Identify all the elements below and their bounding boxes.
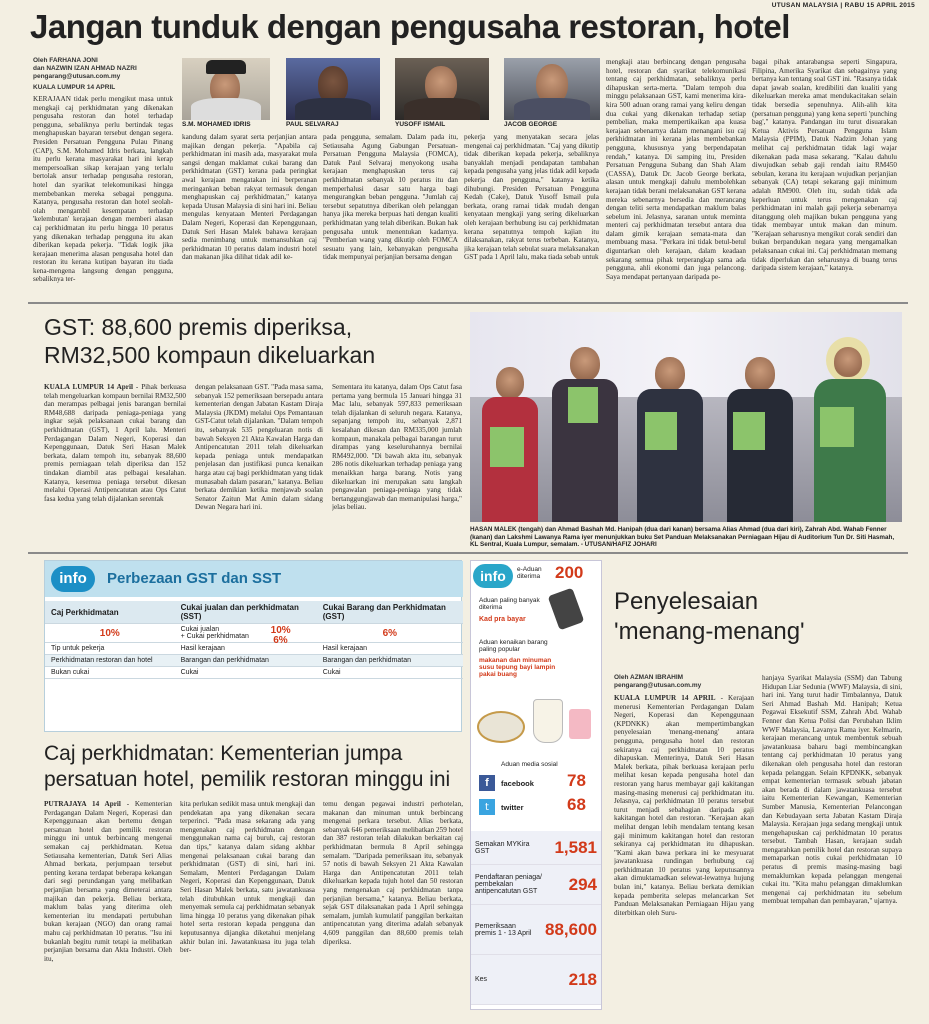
a1-dateline: KUALA LUMPUR 14 APRIL (33, 84, 116, 91)
photo-yusoff (395, 58, 489, 120)
paper-name: UTUSAN MALAYSIA (771, 2, 839, 9)
facebook-value: 78 (567, 771, 586, 790)
a3-col1-text: - Kementerian Perdagangan Dalam Negeri, Koperasi dan Kepenggunaan akan bertemu dengan persatuan hotel dan pemilik restoran minggu ini untuk berbincang mengenai semakan caj perkhidmatan. Ketua Setiausaha kementerian, Datuk Seri Alias Ahmad berkata, perjumpaan tersebut penting kerana terdapat beberapa kekangan dari segi perundangan yang melibatkan perjanjian bersama yang dimeterai antara majikan dan pekerja. Beliau berkata, maklum balas yang diterima oleh kementerian itu mendapati pertubuhan bukan kerajaan (NGO) dan orang ramai mahu caj perkhidmatan 10 peratus. "Isu ini bukanlah begitu rumit tetapi ia melibatkan perjanjian bersama dan Akta Industri. Oleh itu, (44, 800, 172, 963)
person-1 (480, 367, 540, 522)
a2-col3: Sementara itu katanya, dalam Ops Catut fasa pertama yang bermula 15 Januari hingga 31 Mac lalu, sebanyak 597,833 pemeriksaan telah dijalankan di seluruh negara. Katanya, sepanjang tempoh itu, sebanyak 2,871 kesalahan dikesan dan RM335,000 jumlah kompaun, manakala pelbagai barangan turut dirampas yang keseluruhannya bernilai RM492,000. "Di bawah akta itu, sebanyak 286 notis dikeluarkan terhadap peniaga yang menaikkan harga barang. Notis yang dikeluarkan ini merupakan satu langkah pengawalan peniaga-peniaga yang tidak bertanggungjawab dan memanipulasi harga," jelas beliau. (332, 383, 462, 512)
a2-headline-line2: RM32,500 kompaun dikeluarkan (44, 342, 376, 368)
info-stats (470, 560, 602, 1010)
a4-col1 (614, 694, 754, 1010)
table-cell: Barangan dan perkhidmatan (317, 655, 463, 667)
a3-headline-line1: Caj perkhidmatan: Kementerian jumpa (44, 742, 403, 765)
person-2 (550, 347, 620, 522)
a2-col2: dengan pelaksanaan GST. "Pada masa sama, sebanyak 152 pemeriksaan bersepadu antara kementerian dengan Jabatan Kastam Diraja Malaysia (JKDM) melalui Ops Pemantauan GST-Catut telah dijalankan. "Dalam tempoh itu, sebanyak 535 pengeluaran notis di bawah Seksyen 21 Akta Kawalan Harga dan Antipencatutan 2011 telah dikeluarkan kepada peniaga untuk mendapatkan penjelasan dan justifikasi punca kenaikan harga atau caj bagi perkhidmatan yang tidak munasabah dalam pasaran," katanya. Beliau berkata demikian ketika menjawab soalan Senator Zaitun Mat Amin dalam sidang Dewan Negara hari ini. (195, 383, 323, 512)
social-label: Aduan media sosial (501, 761, 558, 768)
a3-col2: kita perlukan sedikit masa untuk mengkaji dan pendekatan apa yang dikenakan secara terperinci. "Pada masa sekarang ada yang mengenakan caj perkhidmatan dengan menggunakan nama caj buruh, caj restoran dan tips," katanya dalam sidang akhbar mengenai pelaksanaan cukai barang dan perkhidmatan (GST) di sini, hari ini. Semalam, Menteri Perdagangan Dalam Negeri, Koperasi dan Kepenggunaan, Datuk Seri Hasan Malek berkata, satu jawatankuasa telah ditubuhkan untuk mengkaji dan menyemak semula caj perkhidmatan sebanyak lima hingga 10 peratus yang dikenakan pihak hotel serta restoran kepada pengguna dan keputusannya dijangka diketahui menjelang akhir bulan ini. Jawatankuasa itu juga telah ber- (180, 800, 315, 955)
rate-sst: Cukai jualan + Cukai perkhidmatan 10% 6% (175, 624, 317, 643)
th-gst: Cukai Barang dan Perkhidmatan (GST) (317, 601, 463, 624)
masthead: UTUSAN MALAYSIA | RABU 15 APRIL 2015 (771, 2, 915, 9)
a4-byline: Oleh AZMAN IBRAHIM pengarang@utusan.com.my (614, 674, 702, 689)
table-cell: Barangan dan perkhidmatan (175, 655, 317, 667)
table-cell: Tip untuk pekerja (45, 643, 175, 655)
a4-dateline: KUALA LUMPUR 14 APRIL (614, 694, 716, 702)
person-5 (810, 337, 890, 522)
goods-value: makanan dan minuman susu tepung bayi lampin pakai buang (479, 657, 556, 678)
stat-row: Pemeriksaan premis 1 - 13 April 88,600 (471, 905, 601, 955)
a1-col5: mengkaji atau berbincang dengan pengusaha hotel, restoran dan syarikat telekomunikasi tentang caj perkhidmatan, sebaliknya perlu dihapuskan serta-merta. "Dalam tempoh dua minggu pelaksanaan GST, kami menerima kira-kira 500 aduan orang ramai yang keliru dengan dua cukai yang dikenakan terhadap setiap pembelian, maka mempertikaikan apa kuasa kerajaan sebenarnya dalam menangani isu caj perkhidmatan ini kerana jelas membebankan pengguna, khususnya yang berpendapatan rendah," katanya. Di samping itu, Presiden Persatuan Pengguna Subang dan Shah Alam (CASSA), Datuk Dr. Jacob George berkata, alasan untuk mengkaji dahulu membolehkan kerajaan tidak berani melaksanakan GST kerana mereka sebenarnya bersedia dan merancang dengan teliti serta mendapatkan maklum balas sebelum ini. Jelasnya, saranan untuk meminta menteri caj perkhidmatan tersebut antara dua dalam gimik kerajaan semata-mata dan membuang masa. "Perkara ini tidak betul-betul diguntarkan oleh kerajaan, dalam keadaan sekarang semua pihak terperangkap sama ada pengguna, ahli ekonomi dan juga pelancong. Saya mendapat pertanyaan daripada pe- (606, 58, 746, 281)
a2-col1 (44, 383, 186, 546)
table-cell: Hasil kerajaan (317, 643, 463, 655)
info-gst-sst (44, 560, 462, 732)
a4-col2: hanjaya Syarikat Malaysia (SSM) dan Tabung Hidupan Liar Sedunia (WWF) Malaysia, di sini, hari ini. Yang turut hadir Timbalannya, Datuk Seri Ahmad Bashah Md. Hanipah; Ketua Pegawai Eksekutif SSM, Zahrah Abd. Wahab Fenner dan Ketua Polisi dan Perubahan Iklim WWF Malaysia, Lavanya Rama iyer. Kelmarin, kerajaan merancang untuk membentuk sebuah jawatankuasa baharu bagi membincangkan tentang caj perkhidmatan 10 peratus yang dikenakan oleh pengusaha hotel dan restoran kepada pelanggan. Selain KPDNKK, sebanyak empat kementerian termasuk sebuah jabatan akan berada di dalam jawatankuasa tersebut iaitu Kementerian Kewangan, Kementerian Sumber Manusia, Kementerian Pelancongan dan Kebudayaan serta Jabatan Kastam Diraja Malaysia. Kerajaan juga sedang mengkaji untuk mengehapuskan caj perkhidmatan 10 peratus tersebut. Tambah Hasan, kerajaan sudah mengarahkan pemilik hotel dan restoran supaya memaparkan notis cukai perkhidmatan 10 peratus di premis masing-masing bagi memaklumkan kepada pelanggan mengenai cukai itu. "Kita mahu pelanggan dimaklumkan mengenai caj perkhidmatan itu sebelum membuat tempahan dan pembayaran," ujarnya. (762, 674, 902, 906)
stat-row: Semakan MYKira GST 1,581 (471, 831, 601, 865)
a2-dateline: KUALA LUMPUR 14 April (44, 383, 133, 391)
caption-paul: PAUL SELVARAJ (286, 121, 339, 128)
table-cell: Perkhidmatan restoran dan hotel (45, 655, 175, 667)
divider-mid (28, 552, 908, 554)
stats-list (471, 831, 601, 1005)
facebook-icon: f (479, 775, 495, 791)
table-cell: Bukan cukai (45, 667, 175, 679)
photo-idris (182, 58, 270, 120)
a1-col6: bagai pihak antarabangsa seperti Singapura, Filipina, Amerika Syarikat dan sebagainya yang bertanya kan tentang soal GST ini. "Rasanya tidak dapat jawab soalan, kredibiliti dan kualiti yang dikeluarkan mereka amat mendukacitakan selain tidak bersedia sepenuhnya. Alih-alih kita (persatuan pengguna) yang kena seperti 'punching bag'," katanya. Pandangan itu turut disuarakan Ketua Aktivis Persatuan Pengguna Islam Malaysia (PPIM), Datuk Nadzim Johan yang melihat caj perkhidmatan tidak lagi wajar dikenakan pada masa sekarang. "Kalau dahulu diwujudkan sebab gaji rendah iaitu RM450 sebulan, kerana itu kerajaan wujudkan perjanjian sebanyak (CA) tetapi sekarang gaji minimum adalah RM900. Oleh itu, sudah tidak ada keperluan untuk terus mengenakan caj perkhidmatan ini malah gaji pekerja sebenarnya ditanggung oleh majikan bukan pengguna yang tidak membayar untuk makan dan minum. "Kerajaan seharusnya mengikut corak sendiri dan bukan berpandukan negara yang mengamalkan pelaksanaan cukai ini. Caj perkhidmatan memang tidak diperlukan dan seharusnya di buang terus daripada sistem kerajaan," katanya. (752, 58, 897, 273)
caption-jacob: JACOB GEORGE (504, 121, 558, 128)
a1-byline: Oleh FARHANA JONI dan NAZWIN IZAN AHMAD NAZRI pengarang@utusan.com.my (33, 57, 137, 80)
a1-col1: KERAJAAN tidak perlu mengikut masa untuk mengkaji caj perkhidmatan yang dikenakan pengusaha restoran dan hotel terhadap pengguna, sebaliknya perlu bertindak tegas menghapuskan bayaran tersebut dengan segera. Presiden Persatuan Pengguna Pulau Pinang (CAP), S.M. Mohamed Idris berkata, langkah itu perlu kerana masyarakat hari ini kerap mempersoalkan sikap kerajaan yang terlalu bertolak ansur terhadap pengusaha restoran, hotel dan syarikat telekomunikasi hingga membebankan mereka sebagai pengguna. Katanya, pengusaha restoran dan hotel seolah-olah mengambil kesempatan terhadap 'kelembutan' kerajaan dengan memberi alasan caj perkhidmatan itu perlu hingga 10 peratus yang dikenakan terhadap pengguna itu akan diberikan kepada pekerja. "Tidak logik jika kerajaan menerima alasan pengusaha hotel dan restoran itu kerana kutipan bayaran itu tiada kena-mengena langsung dengan pengguna, sebaliknya ter- (33, 95, 173, 284)
people-photos (182, 58, 602, 128)
rate-gst: 6% (317, 624, 463, 643)
a3-col1 (44, 800, 172, 1010)
info1-title: Perbezaan GST dan SST (107, 570, 282, 587)
a3-dateline: PUTRAJAYA 14 April (44, 800, 121, 808)
a1-headline: Jangan tunduk dengan pengusaha restoran, hotel (30, 8, 790, 45)
a4-col1-text: - Kerajaan menerusi Kementerian Perdagangan Dalam Negeri, Koperasi dan Kepenggunaan (KPDNKK) akan mempertimbangkan penyelesaian 'menang-menang' antara pengguna, pengusaha hotel dan restoran sekiranya caj perkhidmatan 10 peratus dihapuskan. Menterinya, Datuk Seri Hasan Malek berkata, pihak berkuasa kerajaan perlu melihat kesan kepada pengusaha hotel dan restoran yang harus membayar gaji kakitangan masing-masing menerusi caj perkhidmatan itu. Jelasnya, caj perkhidmatan 10 peratus tersebut turut menjadi sebahagian daripada gaji kakitangan hotel dan restoran. "Kerajaan akan melihat dengan lebih mendalam tentang kesan gaji minimum kakitangan hotel dan restoran sekiranya caj perkhidmatan itu dihapuskan. "Kami akan bawa perkara ini ke mesyuarat jawatankuasa rundingan berhubung caj perkhidmatan 10 peratus yang keputusannya akan dimuktamadkan selewat-lewatnya hujung bulan ini," katanya. Beliau berkata demikian kepada pemberita selepas melancarkan Set Panduan Melaksanakan Perniagaan Hijau yang diterbitkan oleh Suru- (614, 694, 754, 917)
a1-col2: kandung dalam syarat serta perjanjian antara majikan dengan pekerja. "Apabila caj perkhidmatan ini masih ada, masyarakat mula sangsi dengan maklamat cukai barang dan perkhidmatan (GST) kerana pada peringkat awal kerajaan mengatakan ini berperanan meringankan beban rakyat termasuk dengan menghapuskan caj perkhidmatan," katanya kepada Utusan Malaysia di sini hari ini. Beliau mengulas kenyataan Menteri Perdagangan Dalam Negeri, Koperasi dan Kepenggunaan, Datuk Seri Hasan Malek bahawa kerajaan sedia menimbang untuk memansuhkan caj perkhidmatan 10 peratus dalam industri hotel dan makanan jika dilihat tidak adil ke- (182, 133, 317, 262)
info1-table (45, 601, 463, 679)
a3-col3: temu dengan pegawai industri perhotelan, makanan dan minuman untuk berbincang mengenai perkara tersebut. Alias berkata, sebanyak 646 pemeriksaan melibatkan 259 hotel dan 387 restoran telah dilakukan berkaitan caj perkhidmatan bermula 8 April sehingga semalam. "Daripada pemeriksaan itu, sebanyak 57 notis di bawah Seksyen 21 Akta Kawalan Harga dan Antipencatutan 2011 telah dikeluarkan kepada tujuh hotel dan 50 restoran yang mengenakan caj perkhidmatan tanpa perjanjian bersama," katanya. Beliau berkata, sejak GST dilaksanakan pada 1 April sehingga semalam, jumlah kumulatif panggilan berkaitan antipencatutan yang diterima adalah sebanyak 4,609 panggilan dan 88,600 premis telah diperiksa. (323, 800, 463, 946)
facebook-label: facebook (501, 779, 534, 788)
stat-row: Kes 218 (471, 955, 601, 1005)
event-photo (470, 312, 902, 522)
twitter-value: 68 (567, 795, 586, 814)
a3-headline-line2: persatuan hotel, pemilik restoran minggu ini (44, 768, 451, 791)
caption-idris: S.M. MOHAMED IDRIS (182, 121, 251, 128)
person-4 (725, 357, 795, 522)
event-caption: HASAN MALEK (tengah) dan Ahmad Bashah Md. Hanipah (dua dari kanan) bersama Alias Ahmad (dua dari kiri), Zahrah Abd. Wahab Fenner (kanan) dan Lakshmi Lawanya Rama iyer menunjukkan buku Set Panduan Melaksanakan Perniagaan Hijau di Auditorium Tun Dr. Siti Hasmah, KL Sentral, Kuala Lumpur, semalam. - UTUSAN/HAFIZ JOHARI (470, 526, 895, 549)
photo-paul (286, 58, 380, 120)
paper-date: RABU 15 APRIL 2015 (844, 2, 915, 9)
a4-headline-line1: Penyelesaian (614, 588, 759, 615)
person-3 (635, 357, 705, 522)
a1-col4: pekerja yang menyatakan secara jelas mengenai caj perkhidmatan. "Caj yang dikutip tidak diberikan kepada pekerja, sebaliknya banyaklah menjadi pendapatan tambahan kepada pengusaha yang jelas tidak adil kepada pekerja dan pengguna," katanya ketika dihubungi. Presiden Persatuan Pengguna Kedah (Cake), Datuk Yusoff Ismail pula berkata, orang ramai tidak mudah dengan kenyataan mengkaji yang sering dikeluarkan oleh kerajaan berhubung isu caj perkhidmatan kerana sepatutnya tempoh kajian itu dilaksanakan, rakyat terus terbeban. Katanya, jika kerajaan telah sebulat suara melaksanakan GST pada 1 April lalu, maka tiada sebab untuk (464, 133, 599, 262)
photo-jacob (504, 58, 600, 120)
a2-col1-text: - Pihak berkuasa telah mengeluarkan kompaun bernilai RM32,500 dan merampas pelbagai jenis barangan bernilai RM48,688 daripada peniaga-peniaga yang ingkar sejak pelaksanaan cukai barang dan perkhidmatan (GST), 1 April lalu. Menteri Perdagangan Dalam Negeri, Koperasi dan Kepenggunaan, Datuk Seri Hasan Malek berkata, dalam tempoh itu, sebanyak 88,600 premis perniagaan telah diperiksa dan 152 tindakan diambil atas pelbagai kesalahan. Katanya, kesemua peniaga tersebut dikesan melalui Operasi Antipencatutan atau Ops Catut fasa kedua yang telah dijalankan serentak (44, 383, 186, 503)
info2-badge: info (473, 564, 513, 588)
phone-icon (548, 588, 585, 631)
goods-label: Aduan kenaikan barang paling popular (479, 639, 548, 653)
rate-caj: 10% (45, 624, 175, 643)
food-icon (477, 691, 597, 751)
table-cell: Hasil kerajaan (175, 643, 317, 655)
a2-headline-line1: GST: 88,600 premis diperiksa, (44, 314, 353, 340)
eaduan-label: e-Aduan diterima (517, 566, 542, 580)
a4-headline-line2: 'menang-menang' (614, 618, 805, 645)
th-sst: Cukai jualan dan perkhidmatan (SST) (175, 601, 317, 624)
eaduan-value: 200 (555, 563, 584, 582)
a1-col3: pada pengguna, semalam. Dalam pada itu, Setiausaha Agung Gabungan Persatuan-Persatuan Pengguna Malaysia (FOMCA), Datuk Paul Selvaraj menyokong usaha kerajaan menghapuskan terus caj perkhidmatan sebanyak 10 peratus itu dan memperhalusi dasar satu harga bagi mengurangkan beban pengguna. "Jumlah caj tersebut sepatutnya diberikan oleh pelanggan hanya jika mereka berpuas hati dengan kualiti perkhidmatan yang telah diberikan. Bukan hak pengusaha untuk menentukan kadarnya. "Pemberian wang yang dikutip oleh FOMCA sesuatu yang lain, kebanyakan pengusaha tidak mempunyai perjanjian bersama dengan (323, 133, 458, 262)
most-label: Aduan paling banyak diterima (479, 597, 540, 611)
table-cell: Cukai (175, 667, 317, 679)
th-caj: Caj Perkhidmatan (45, 601, 175, 624)
most-value: Kad pra bayar (479, 616, 526, 623)
twitter-label: twitter (501, 803, 524, 812)
stat-row: Pendaftaran peniaga/ pembekalan antipencatutan GST 294 (471, 865, 601, 905)
twitter-icon: t (479, 799, 495, 815)
table-cell: Cukai (317, 667, 463, 679)
info1-badge: info (51, 566, 95, 592)
caption-yusoff: YUSOFF ISMAIL (395, 121, 446, 128)
divider-top (28, 302, 908, 304)
